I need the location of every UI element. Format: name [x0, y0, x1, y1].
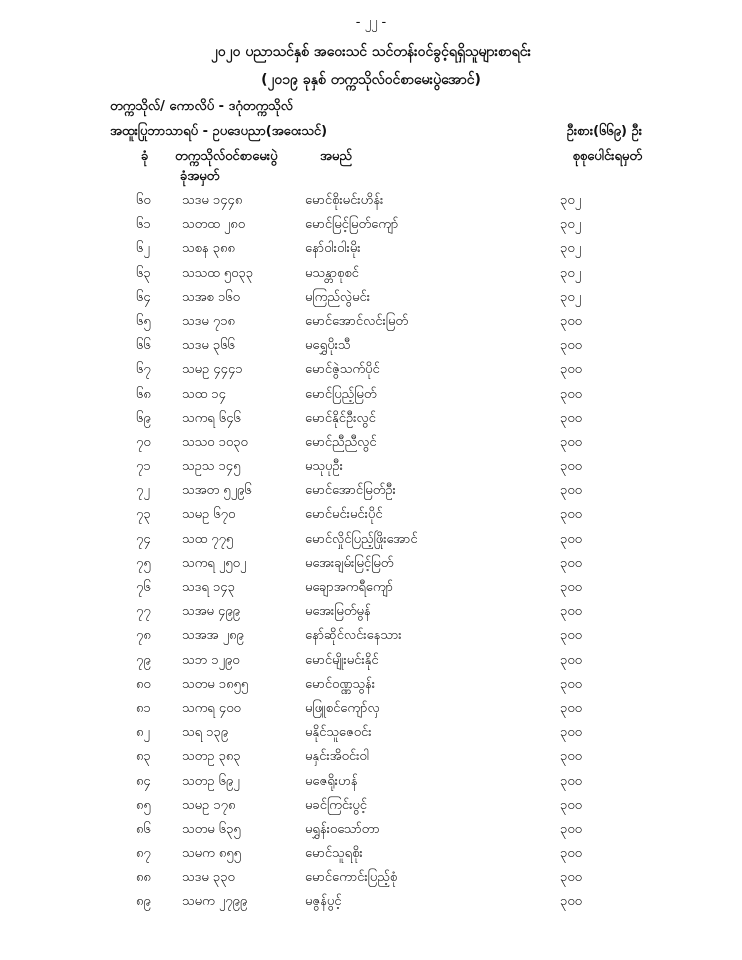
row-number: ၈၆: [136, 821, 151, 837]
row-number: ၇၆: [136, 580, 151, 595]
total-marks: ၃၀၀: [560, 386, 582, 402]
row-number: ၈၄: [136, 773, 151, 789]
total-marks: ၃၀၂: [560, 289, 582, 305]
total-marks: ၃၀၀: [560, 434, 582, 450]
student-name: မအေးမြတ်မွန်: [305, 604, 371, 620]
row-number: ၆၈: [136, 386, 151, 402]
total-marks: ၃၀၀: [560, 725, 582, 741]
table-row: [0, 893, 742, 917]
student-name: မကြည်လွဲမင်း: [305, 289, 371, 305]
table-row: [0, 482, 742, 506]
student-name: မောင်အောင်မြတ်ဦး: [305, 483, 396, 499]
roll-number: သထ ၁၄: [182, 386, 226, 402]
student-name: မောင်သူရစိုး: [305, 846, 363, 862]
student-name: မနှင်းအိဝင်းဝါ: [305, 749, 369, 765]
total-marks: ၃၀၀: [560, 749, 582, 765]
row-number: ၈၈: [136, 870, 151, 886]
total-marks: ၃၀၀: [560, 870, 582, 886]
row-number: ၇၅: [136, 555, 151, 571]
column-header-marks: စုစုပေါင်းရမှတ်: [572, 149, 642, 164]
table-row: [0, 579, 742, 603]
table-row: [0, 337, 742, 361]
total-marks: ၃၀၀: [560, 628, 582, 644]
total-marks: ၃၀၀: [560, 531, 582, 547]
roll-number: သရ ၁၃၉: [182, 725, 229, 741]
table-row: [0, 797, 742, 821]
table-row: [0, 192, 742, 216]
total-marks: ၃၀၀: [560, 821, 582, 837]
student-name: မရွှေပိုးသီ: [305, 338, 351, 354]
total-marks: ၃၀၀: [560, 604, 582, 620]
student-name: နော်ဝါးဝါးမိုး: [305, 241, 361, 257]
roll-number: သမဥ ၁၇၈: [182, 797, 236, 813]
table-row: [0, 313, 742, 337]
table-row: [0, 700, 742, 724]
student-name: မောင်အောင်လင်းမြတ်: [305, 313, 409, 329]
row-number: ၈၁: [136, 700, 151, 716]
major-line: အထူးပြုဘာသာရပ် - ဥပဒေပညာ(အဝေးသင်): [110, 124, 328, 139]
column-header-roll-line2: ခုံအမှတ်: [180, 169, 220, 184]
total-marks: ၃၀၂: [560, 217, 582, 233]
roll-number: သအတ ၅၂၉၆: [182, 483, 252, 499]
roll-number: သတဥ ၃၈၃: [182, 749, 241, 765]
university-line: တက္ကသိုလ်/ ကောလိပ် - ဒဂုံတက္ကသိုလ်: [110, 99, 293, 114]
row-number: ၇၈: [136, 628, 151, 644]
document-title: ၂၀၂၀ ပညာသင်နှစ် အဝေးသင် သင်တန်းဝင်ခွင့်ရရှိသူများစာရင်း: [210, 44, 532, 60]
row-number: ၇၀: [136, 434, 151, 450]
row-number: ၆၇: [136, 362, 151, 378]
document-subtitle: (၂၀၁၉ ခုနှစ် တက္ကသိုလ်ဝင်စာမေးပွဲအောင်): [261, 72, 481, 88]
total-marks: ၃၀၀: [560, 555, 582, 571]
student-name: မောင်ဇွဲသက်ပိုင်: [305, 362, 380, 378]
table-row: [0, 410, 742, 434]
total-marks: ၃၀၀: [560, 313, 582, 329]
student-name: မဇွန်ပွင့်: [305, 894, 342, 910]
table-row: [0, 289, 742, 313]
roll-number: သမဥ ၆၇၀: [182, 507, 236, 523]
student-name: မခင်ကြင်းပွင့်: [305, 797, 367, 813]
page-number: - ၂၂ -: [355, 15, 387, 30]
table-row: [0, 869, 742, 893]
student-name: မသန္တာစုစင်: [305, 265, 359, 281]
row-number: ၇၇: [136, 604, 151, 620]
column-header-name: အမည်: [320, 149, 352, 164]
table-row: [0, 265, 742, 289]
total-marks: ၃၀၀: [560, 797, 582, 813]
student-name: မရွှန်းဝသော်တာ: [305, 821, 380, 837]
roll-number: သဥသ ၁၄၅: [182, 459, 241, 475]
table-row: [0, 240, 742, 264]
table-row: [0, 748, 742, 772]
roll-number: သကရ ၆၄၆: [182, 410, 241, 426]
student-name: မောင်နိုင်ဦးလွင်: [305, 410, 376, 426]
table-row: [0, 458, 742, 482]
roll-number: သဒမ ၃၃၀: [182, 870, 235, 886]
total-marks: ၃၀၀: [560, 338, 582, 354]
roll-number: သကရ ၂၅၀၂: [182, 555, 247, 571]
total-marks: ၃၀၀: [560, 846, 582, 862]
student-name: မောင်လှိုင်ပြည့်ဖြိုးအောင်: [305, 531, 418, 547]
total-marks: ၃၀၀: [560, 507, 582, 523]
row-number: ၆၉: [136, 410, 151, 426]
table-row: [0, 676, 742, 700]
total-count: ဦးစား(၆၆၉) ဦး: [566, 124, 642, 139]
table-row: [0, 773, 742, 797]
roll-number: သထ ၇၇၅: [182, 531, 234, 547]
column-header-roll: တက္ကသိုလ်ဝင်စာမေးပွဲ: [175, 149, 278, 164]
student-table: [0, 192, 742, 918]
row-number: ၆၀: [136, 193, 151, 208]
table-row: [0, 555, 742, 579]
roll-number: သသဝ ၁၀၃၀: [182, 434, 248, 450]
total-marks: ၃၀၀: [560, 676, 582, 692]
roll-number: သကရ ၄၀၀: [182, 700, 241, 716]
roll-number: သမက ၈၅၅: [182, 846, 241, 862]
roll-number: သအအ ၂၈၉: [182, 628, 244, 644]
student-name: မောင်ကောင်းပြည့်စုံ: [305, 870, 398, 886]
table-row: [0, 627, 742, 651]
roll-number: သတမ ၁၈၅၅: [182, 676, 249, 692]
roll-number: သဘ ၁၂၉၀: [182, 652, 240, 668]
row-number: ၇၁: [136, 459, 151, 475]
table-row: [0, 506, 742, 530]
roll-number: သတထ ၂၈၀: [182, 217, 246, 233]
roll-number: သဒမ ၃၆၆: [182, 338, 235, 354]
total-marks: ၃၀၀: [560, 362, 582, 378]
row-number: ၇၂: [136, 483, 150, 499]
student-name: မောင်ညီညီလွင်: [305, 434, 377, 450]
row-number: ၆၂: [136, 241, 150, 257]
row-number: ၈၉: [136, 894, 151, 910]
table-row: [0, 821, 742, 845]
student-name: မဖြူစင်ကျော်လှ: [305, 700, 380, 716]
student-name: မောင်ပြည့်မြတ်: [305, 386, 377, 402]
roll-number: သသထ ၅၀၃၃: [182, 265, 254, 281]
student-name: မသုပုဦး: [305, 459, 343, 475]
row-number: ၆၃: [136, 265, 151, 281]
roll-number: သတဥ ၆၉၂: [182, 773, 240, 789]
table-row: [0, 216, 742, 240]
roll-number: သဒမ ၁၄၄၈: [182, 193, 243, 208]
student-name: မောင်မြင့်မြတ်ကျော်: [305, 217, 399, 233]
total-marks: ၃၀၀: [560, 483, 582, 499]
row-number: ၇၉: [136, 652, 151, 668]
total-marks: ၃၀၂: [560, 265, 582, 281]
student-name: မောင်ဝဏ္ဏသွန်း: [305, 676, 376, 692]
student-name: မောင်မင်းမင်းပိုင်: [305, 507, 383, 523]
total-marks: ၃၀၀: [560, 410, 582, 426]
student-name: မအေးချမ်းမြင့်မြတ်: [305, 555, 394, 571]
row-number: ၈၀: [136, 676, 151, 692]
student-name: မဇေရိုးဟန်: [305, 773, 358, 789]
roll-number: သအမ ၄၉၉: [182, 604, 240, 620]
total-marks: ၃၀၂: [560, 241, 582, 257]
total-marks: ၃၀၀: [560, 773, 582, 789]
table-row: [0, 434, 742, 458]
roll-number: သတမ ၆၃၅: [182, 821, 241, 837]
total-marks: ၃၀၀: [560, 894, 582, 910]
table-row: [0, 652, 742, 676]
roll-number: သမဥ ၄၄၄၁: [182, 362, 243, 378]
student-name: မနိုင်သူဇေဝင်း: [305, 725, 372, 741]
student-name: နော်ဆိုင်လင်းနေသား: [305, 628, 402, 644]
table-row: [0, 603, 742, 627]
roll-number: သစန ၃၈၈: [182, 241, 235, 257]
table-row: [0, 386, 742, 410]
roll-number: သဒမ ၇၁၈: [182, 313, 235, 329]
total-marks: ၃၀၀: [560, 580, 582, 595]
row-number: ၇၃: [136, 507, 151, 523]
roll-number: သဒရ ၁၄၃: [182, 580, 235, 595]
student-name: မချောအကရီကျော်: [305, 580, 393, 595]
total-marks: ၃၀၀: [560, 700, 582, 716]
roll-number: သမက ၂၇၉၉: [182, 894, 248, 910]
row-number: ၈၅: [136, 797, 151, 813]
student-name: မောင်မျိုးမင်းနိုင်: [305, 652, 379, 668]
row-number: ၈၂: [136, 725, 150, 741]
row-number: ၈၇: [136, 846, 151, 862]
table-row: [0, 361, 742, 385]
row-number: ၆၆: [136, 338, 151, 354]
table-row: [0, 531, 742, 555]
total-marks: ၃၀၀: [560, 459, 582, 475]
row-number: ၈၃: [136, 749, 151, 765]
column-header-no: ခုံ: [141, 149, 149, 164]
row-number: ၆၄: [136, 289, 151, 305]
total-marks: ၃၀၂: [560, 193, 582, 208]
student-name: မောင်စိုးမင်းဟိန်း: [305, 193, 384, 208]
table-row: [0, 845, 742, 869]
row-number: ၆၅: [136, 313, 151, 329]
roll-number: သအစ ၁၆၀: [182, 289, 240, 305]
total-marks: ၃၀၀: [560, 652, 582, 668]
row-number: ၆၁: [136, 217, 151, 233]
table-row: [0, 724, 742, 748]
row-number: ၇၄: [136, 531, 151, 547]
